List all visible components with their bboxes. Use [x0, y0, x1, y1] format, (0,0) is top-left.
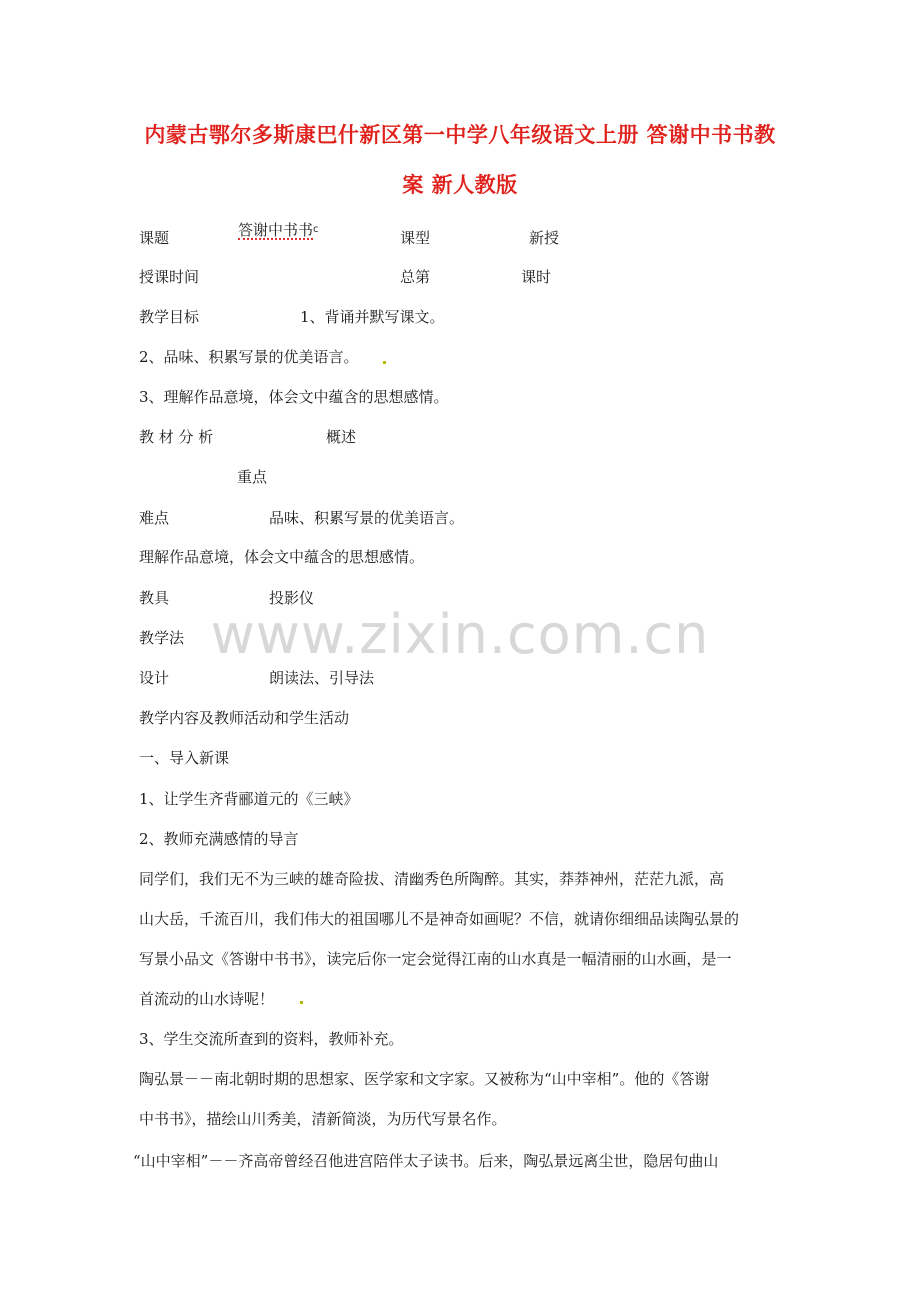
title-line-1: 内蒙古鄂尔多斯康巴什新区第一中学八年级语文上册 答谢中书书教 — [144, 123, 776, 147]
method-label-1: 教学法 — [139, 629, 185, 647]
author-line-2: 中书书》，描绘山川秀美，清新简淡，为历代写景名作。 — [139, 1110, 507, 1128]
intro-line-1: 同学们，我们无不为三峡的雄奇险拔、清幽秀色所陶醉。其实，莽莽神州，茫茫九派，高 — [139, 870, 725, 888]
difficulty-label: 难点 — [139, 509, 170, 527]
type-label: 课型 — [400, 229, 431, 247]
author-line-1: 陶弘景－－南北朝时期的思想家、医学家和文字家。又被称为“山中宰相”。他的《答谢 — [139, 1070, 710, 1088]
intro-line-3: 写景小品文《答谢中书书》，读完后你一定会觉得江南的山水真是一幅清丽的山水画，是一 — [139, 950, 732, 968]
topic-value: 答谢中书书 — [238, 221, 314, 239]
goal-item-1: 1、背诵并默写课文。 — [300, 308, 445, 326]
section-1-heading: 一、导入新课 — [139, 749, 230, 767]
goal-item-2: 2、品味、积累写景的优美语言。 — [139, 348, 359, 366]
difficulty-value: 品味、积累写景的优美语言。 — [269, 509, 465, 527]
content-heading: 教学内容及教师活动和学生活动 — [139, 709, 350, 727]
time-label: 授课时间 — [139, 268, 200, 286]
goal-item-3: 3、理解作品意境，体会文中蕴含的思想感情。 — [139, 388, 449, 406]
story-line: “山中宰相”－－齐高帝曾经召他进宫陪伴太子读书。后来，陶弘景远离尘世，隐居句曲山 — [133, 1152, 719, 1170]
marker-dot — [383, 361, 386, 364]
marker-dot — [300, 1001, 303, 1004]
document-title-cont — [120, 170, 800, 200]
goals-label: 教学目标 — [139, 308, 200, 326]
analysis-label: 教 材 分 析 — [139, 428, 214, 446]
stamp-mark-icon: c — [313, 224, 319, 235]
step-1: 1、让学生齐背郦道元的《三峡》 — [139, 790, 359, 808]
step-2: 2、教师充满感情的导言 — [139, 830, 299, 848]
author-paragraph — [139, 1059, 784, 1139]
step-3: 3、学生交流所查到的资料，教师补充。 — [139, 1030, 404, 1048]
intro-paragraph — [139, 859, 784, 1019]
document-title — [120, 120, 800, 150]
watermark: www.zixin.com.cn — [210, 603, 710, 666]
hour-label: 课时 — [521, 268, 552, 286]
understanding-text: 理解作品意境，体会文中蕴含的思想感情。 — [139, 548, 425, 566]
intro-line-4: 首流动的山水诗呢！ — [139, 990, 275, 1008]
topic-value-stamp — [238, 220, 319, 240]
key-label: 重点 — [237, 468, 268, 486]
tools-label: 教具 — [139, 589, 170, 607]
title-line-2: 案 新人教版 — [402, 173, 518, 197]
type-value: 新授 — [529, 229, 560, 247]
tools-value: 投影仪 — [269, 589, 315, 607]
analysis-overview: 概述 — [326, 428, 357, 446]
intro-line-2: 山大岳，千流百川，我们伟大的祖国哪儿不是神奇如画呢？不信，就请你细细品读陶弘景的 — [139, 910, 740, 928]
topic-label: 课题 — [139, 229, 170, 247]
total-label: 总第 — [400, 268, 431, 286]
method-value: 朗读法、引导法 — [269, 669, 375, 687]
method-label-2: 设计 — [139, 669, 170, 687]
